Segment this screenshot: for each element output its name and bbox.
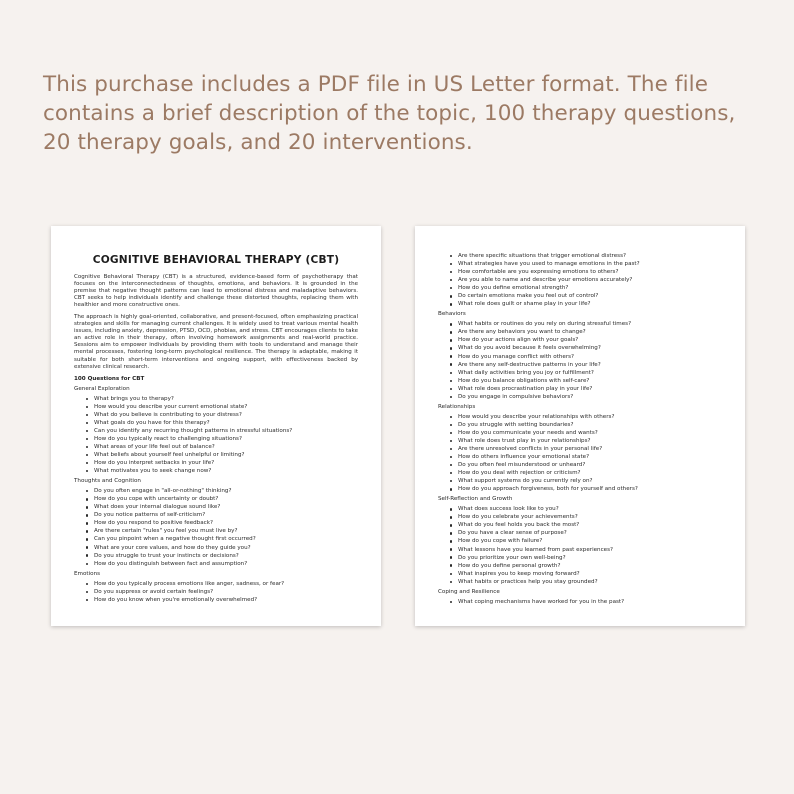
bullet-icon (86, 591, 88, 593)
question-item (86, 519, 358, 527)
bullet-icon (450, 396, 452, 398)
question-item (450, 578, 722, 586)
bullet-icon (450, 339, 452, 341)
question-item (450, 361, 722, 369)
question-text: How do you typically process emotions like anger, sadness, or fear? (94, 580, 285, 587)
bullet-icon (450, 388, 452, 390)
bullet-icon (450, 548, 452, 550)
question-text: What goals do you have for this therapy? (94, 419, 210, 426)
question-text: What motivates you to seek change now? (94, 468, 212, 475)
bullet-icon (450, 363, 452, 365)
question-text: How do others influence your emotional state? (458, 454, 590, 461)
question-text: How would you describe your relationships with others? (458, 413, 615, 420)
bullet-icon (450, 488, 452, 490)
bullet-icon (450, 271, 452, 273)
bullet-icon (86, 530, 88, 532)
bullet-icon (86, 414, 88, 416)
bullet-icon (450, 440, 452, 442)
question-item (86, 535, 358, 543)
question-item (86, 580, 358, 588)
question-item (450, 252, 722, 260)
question-text: What do you avoid because it feels overwhelming? (458, 345, 601, 352)
question-item (86, 443, 358, 451)
bullet-icon (86, 454, 88, 456)
question-text: Do you have a clear sense of purpose? (458, 530, 567, 537)
question-item (450, 260, 722, 268)
bullet-icon (450, 532, 452, 534)
question-text: Do you often feel misunderstood or unheard? (458, 462, 586, 469)
question-item (450, 292, 722, 300)
question-item (86, 467, 358, 475)
question-item (450, 529, 722, 537)
bullet-icon (86, 506, 88, 508)
bullet-icon (450, 295, 452, 297)
question-text: What role does trust play in your relationships? (458, 437, 591, 444)
question-list (74, 580, 358, 604)
question-item (450, 469, 722, 477)
question-item (86, 544, 358, 552)
question-item (86, 495, 358, 503)
bullet-icon (86, 438, 88, 440)
bullet-icon (86, 406, 88, 408)
question-text: What does your internal dialogue sound like? (94, 504, 221, 511)
question-text: Are there any self-destructive patterns in your life? (458, 361, 601, 368)
questions-heading: 100 Questions for CBT (74, 375, 145, 382)
question-item (86, 395, 358, 403)
question-text: Are there any behaviors you want to change? (458, 329, 586, 336)
question-text: Do you suppress or avoid certain feelings? (94, 588, 214, 595)
question-item (86, 552, 358, 560)
question-item (86, 511, 358, 519)
question-text: How do you respond to positive feedback? (94, 520, 213, 527)
question-text: What beliefs about yourself feel unhelpful or limiting? (94, 452, 245, 459)
question-text: Can you pinpoint when a negative thought first occurred? (94, 536, 256, 543)
section-heading: Self-Reflection and Growth (438, 496, 513, 503)
bullet-icon (450, 573, 452, 575)
question-item (450, 421, 722, 429)
question-text: How would you describe your current emotional state? (94, 403, 248, 410)
question-text: What do you believe is contributing to your distress? (94, 411, 242, 418)
bullet-icon (86, 522, 88, 524)
question-text: Do you notice patterns of self-criticism? (94, 512, 206, 519)
question-list (438, 413, 722, 493)
question-item (450, 353, 722, 361)
bullet-icon (450, 279, 452, 281)
question-text: What habits or routines do you rely on during stressful times? (458, 321, 632, 328)
bullet-icon (450, 287, 452, 289)
bullet-icon (86, 599, 88, 601)
question-item (450, 598, 722, 606)
question-text: Do you often engage in "all-or-nothing" thinking? (94, 488, 232, 495)
bullet-icon (86, 498, 88, 500)
question-list (438, 598, 722, 606)
question-item (450, 385, 722, 393)
bullet-icon (450, 564, 452, 566)
bullet-icon (450, 464, 452, 466)
bullet-icon (86, 554, 88, 556)
question-item (450, 369, 722, 377)
question-item (450, 453, 722, 461)
question-text: What role does guilt or shame play in your life? (458, 301, 591, 308)
question-text: How comfortable are you expressing emotions to others? (458, 269, 619, 276)
question-text: How do you manage conflict with others? (458, 353, 575, 360)
question-item (450, 377, 722, 385)
pdf-page-preview-2 (415, 226, 745, 626)
question-text: What lessons have you learned from past experiences? (458, 546, 614, 553)
question-item (86, 459, 358, 467)
question-text: What strategies have you used to manage emotions in the past? (458, 261, 640, 268)
question-item (450, 336, 722, 344)
question-text: How do you deal with rejection or criticism? (458, 470, 581, 477)
question-item (450, 429, 722, 437)
question-text: Do you struggle with setting boundaries? (458, 421, 574, 428)
question-item (86, 487, 358, 495)
section-heading: Thoughts and Cognition (74, 478, 141, 485)
question-item (86, 403, 358, 411)
section-heading: Coping and Resilience (438, 588, 500, 595)
question-text: How do your actions align with your goals? (458, 337, 579, 344)
bullet-icon (450, 432, 452, 434)
question-item (86, 560, 358, 568)
question-item (450, 505, 722, 513)
question-item (450, 461, 722, 469)
question-text: What role does procrastination play in your life? (458, 385, 593, 392)
question-item (450, 320, 722, 328)
question-text: Do you prioritize your own well-being? (458, 554, 566, 561)
question-text: Do you struggle to trust your instincts or decisions? (94, 552, 239, 559)
bullet-icon (450, 355, 452, 357)
question-item (450, 562, 722, 570)
question-item (450, 328, 722, 336)
question-text: What coping mechanisms have worked for you in the past? (458, 598, 625, 605)
section-heading: Relationships (438, 403, 476, 410)
question-item (450, 393, 722, 401)
question-text: What are your core values, and how do they guide you? (94, 544, 251, 551)
bullet-icon (450, 303, 452, 305)
question-item (450, 554, 722, 562)
bullet-icon (450, 347, 452, 349)
section-heading: General Exploration (74, 385, 130, 392)
bullet-icon (86, 546, 88, 548)
bullet-icon (450, 508, 452, 510)
bullet-icon (450, 424, 452, 426)
question-text: How do you define personal growth? (458, 562, 561, 569)
question-sections (438, 311, 722, 605)
question-item (450, 521, 722, 529)
question-list (438, 320, 722, 400)
question-text: How do you distinguish between fact and assumption? (94, 560, 248, 567)
question-text: Are there unresolved conflicts in your personal life? (458, 445, 603, 452)
bullet-icon (450, 472, 452, 474)
question-text: How do you balance obligations with self-care? (458, 377, 590, 384)
question-text: How do you communicate your needs and wants? (458, 429, 598, 436)
question-text: How do you approach forgiveness, both for yourself and others? (458, 486, 638, 493)
question-list (438, 505, 722, 585)
question-text: Are you able to name and describe your emotions accurately? (458, 277, 633, 284)
question-text: What does success look like to you? (458, 506, 559, 513)
question-item (86, 435, 358, 443)
bullet-icon (86, 422, 88, 424)
question-item (86, 427, 358, 435)
question-text: Are there certain "rules" you feel you must live by? (94, 528, 238, 535)
question-item (450, 276, 722, 284)
question-text: What inspires you to keep moving forward? (458, 570, 580, 577)
question-item (86, 419, 358, 427)
bullet-icon (450, 380, 452, 382)
question-text: Can you identify any recurring thought patterns in stressful situations? (94, 427, 293, 434)
question-item (450, 485, 722, 493)
question-item (450, 344, 722, 352)
bullet-icon (450, 323, 452, 325)
question-item (450, 537, 722, 545)
bullet-icon (450, 524, 452, 526)
bullet-icon (450, 556, 452, 558)
bullet-icon (86, 398, 88, 400)
question-text: How do you typically react to challenging situations? (94, 435, 242, 442)
bullet-icon (450, 480, 452, 482)
question-item (86, 596, 358, 604)
bullet-icon (450, 372, 452, 374)
question-text: How do you define emotional strength? (458, 285, 569, 292)
question-text: How do you cope with failure? (458, 538, 543, 545)
bullet-icon (86, 490, 88, 492)
question-text: Do certain emotions make you feel out of control? (458, 293, 599, 300)
product-description: This purchase includes a PDF file in US Letter format. The file contains a brief description of the topic, 100 therapy questions, 20 therapy goals, and 20 interventions. (43, 72, 736, 155)
question-text: How do you celebrate your achievements? (458, 514, 578, 521)
question-item (86, 411, 358, 419)
question-item (450, 477, 722, 485)
bullet-icon (450, 581, 452, 583)
bullet-icon (450, 255, 452, 257)
bullet-icon (86, 583, 88, 585)
question-text: What areas of your life feel out of balance? (94, 444, 215, 450)
bullet-icon (450, 416, 452, 418)
bullet-icon (450, 456, 452, 458)
question-text: Do you engage in compulsive behaviors? (458, 393, 574, 400)
question-item (450, 570, 722, 578)
bullet-icon (86, 538, 88, 540)
question-text: What do you feel holds you back the most? (458, 522, 580, 529)
intro-paragraph: Cognitive Behavioral Therapy (CBT) is a structured, evidence-based form of psychotherapy that focuses on the interconnectedness of thoughts, emotions, and behaviors. It is grounded in the premise that negative thought patterns can lead to emotional distress and maladaptive behaviors. CBT seeks to help individuals identify and challenge these distorted thoughts, replacing them with healthier and more constructive ones. (74, 274, 358, 309)
question-sections (74, 386, 358, 604)
bullet-icon (450, 601, 452, 603)
bullet-icon (86, 462, 88, 464)
question-item (86, 451, 358, 459)
question-text: What support systems do you currently rely on? (458, 478, 593, 485)
bullet-icon (86, 563, 88, 565)
question-item (86, 527, 358, 535)
question-text: How do you interpret setbacks in your life? (94, 460, 215, 467)
question-text: What brings you to therapy? (94, 395, 174, 402)
question-list (74, 487, 358, 567)
bullet-icon (450, 516, 452, 518)
bullet-icon (450, 263, 452, 265)
question-item (450, 513, 722, 521)
question-item (450, 546, 722, 554)
bullet-icon (86, 430, 88, 432)
question-list (438, 252, 722, 308)
bullet-icon (86, 446, 88, 448)
bullet-icon (450, 448, 452, 450)
question-item (450, 445, 722, 453)
intro-paragraph: The approach is highly goal-oriented, collaborative, and present-focused, often emphasizing practical strategies and skills for managing current challenges. It is widely used to treat various mental health issues, including anxiety, depression, PTSD, OCD, phobias, and stress. CBT encourages clients to take an active role in their therapy, often involving homework assignments and real-world practice. Sessions aim to empower individuals by providing them with tools to understand and manage their mental processes, fostering long-term psychological resilience. The therapy is adaptable, making it suitable for both short-term interventions and ongoing support, with effectiveness backed by extensive clinical research. (74, 313, 358, 370)
section-heading: Emotions (74, 570, 101, 577)
question-list (74, 395, 358, 475)
question-text: What daily activities bring you joy or fulfillment? (458, 369, 594, 376)
question-item (450, 413, 722, 421)
question-text: What habits or practices help you stay grounded? (458, 578, 598, 585)
question-item (86, 503, 358, 511)
bullet-icon (450, 331, 452, 333)
pdf-page-preview-1 (51, 226, 381, 626)
question-item (450, 437, 722, 445)
section-heading: Behaviors (438, 311, 466, 318)
question-item (450, 284, 722, 292)
question-text: Are there specific situations that trigger emotional distress? (458, 253, 626, 259)
document-title: COGNITIVE BEHAVIORAL THERAPY (CBT) (92, 254, 340, 266)
bullet-icon (86, 470, 88, 472)
question-item (86, 588, 358, 596)
question-text: How do you know when you're emotionally overwhelmed? (94, 596, 258, 603)
bullet-icon (86, 514, 88, 516)
bullet-icon (450, 540, 452, 542)
question-item (450, 300, 722, 308)
question-text: How do you cope with uncertainty or doubt? (94, 496, 219, 503)
question-item (450, 268, 722, 276)
